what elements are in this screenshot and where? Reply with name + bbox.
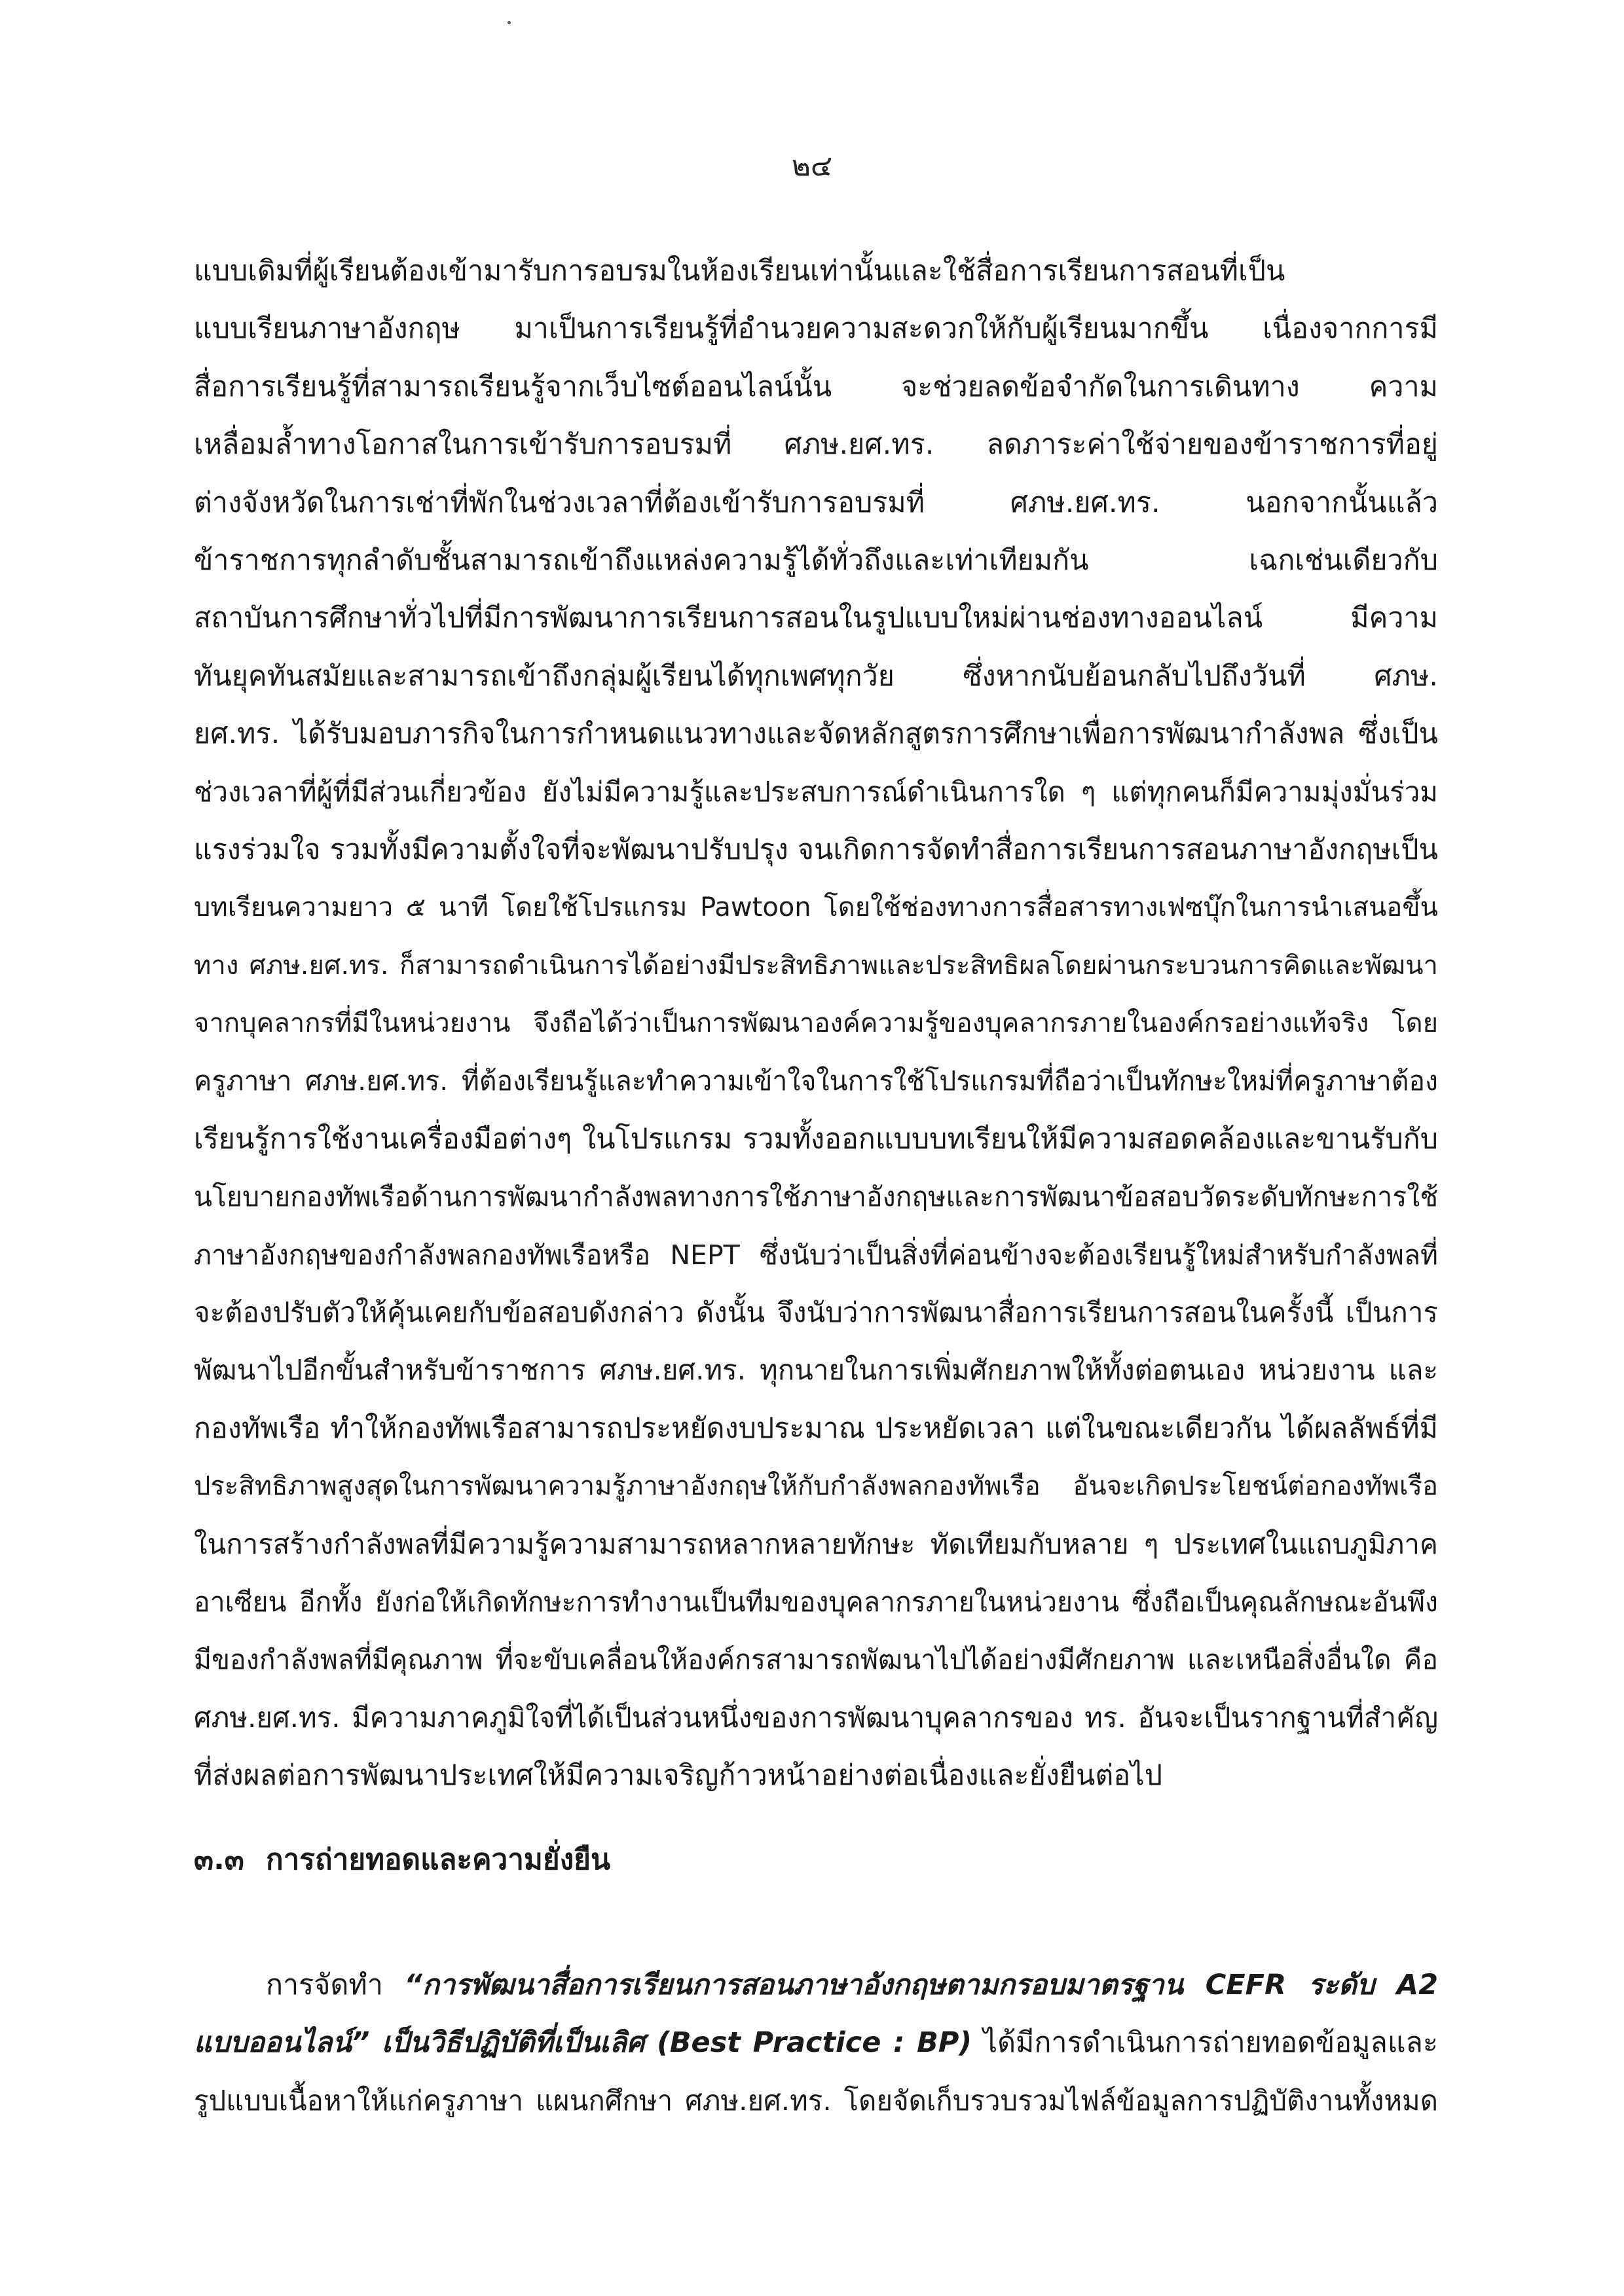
paragraph-1-line: มีของกำลังพลที่มีคุณภาพ ที่จะขับเคลื่อนให้องค์กรสามารถพัฒนาไปได้อย่างมีศักยภาพ และเหนือสิ่งอื่นใด คือ: [194, 1644, 1438, 1676]
section-heading: [194, 1836, 610, 1882]
section-title: การถ่ายทอดและความยั่งยืน: [266, 1843, 611, 1876]
paragraph-2-title-emphasis: “การพัฒนาสื่อการเรียนการสอนภาษาอังกฤษตามกรอบมาตรฐาน CEFR ระดับ A2: [404, 1969, 1439, 2001]
paragraph-1-line: ภาษาอังกฤษของกำลังพลกองทัพเรือหรือ NEPT ซึ่งนับว่าเป็นสิ่งที่ค่อนข้างจะต้องเรียนรู้ใหม่สำหรับกำลังพลที่: [194, 1239, 1438, 1271]
section-number: ๓.๓: [194, 1843, 244, 1876]
paragraph-1-line: จะต้องปรับตัวให้คุ้นเคยกับข้อสอบดังกล่าว ดังนั้น จึงนับว่าการพัฒนาสื่อการเรียนการสอนในครั้งนี้ เป็นการ: [194, 1296, 1438, 1329]
paragraph-2-line-2: [194, 2014, 1438, 2071]
paragraph-1-line: เรียนรู้การใช้งานเครื่องมือต่างๆ ในโปรแกรม รวมทั้งออกแบบบทเรียนให้มีความสอดคล้องและขานรับกับ: [194, 1122, 1438, 1156]
paragraph-1-line: ในการสร้างกำลังพลที่มีความรู้ความสามารถหลากหลายทักษะ ทัดเทียมกับหลาย ๆ ประเทศในแถบภูมิภาค: [194, 1527, 1438, 1560]
paragraph-1-line: ที่ส่งผลต่อการพัฒนาประเทศให้มีความเจริญก้าวหน้าอย่างต่อเนื่องและยั่งยืนต่อไป: [194, 1759, 1163, 1793]
paragraph-1-line: พัฒนาไปอีกขั้นสำหรับข้าราชการ ศภษ.ยศ.ทร. ทุกนายในการเพิ่มศักยภาพให้ทั้งต่อตนเอง หน่วยงาน และ: [194, 1354, 1438, 1387]
paragraph-2: [194, 1956, 1438, 2130]
paragraph-1-line: แบบเดิมที่ผู้เรียนต้องเข้ามารับการอบรมในห้องเรียนเท่านั้นและใช้สื่อการเรียนการสอนที่เป็น: [194, 255, 1285, 287]
paragraph-2-line-3: รูปแบบเนื้อหาให้แก่ครูภาษา แผนกศึกษา ศภษ.ยศ.ทร. โดยจัดเก็บรวบรวมไฟล์ข้อมูลการปฏิบัติงานทั้งหมด: [194, 2084, 1438, 2117]
paragraph-1-line: สถาบันการศึกษาทั่วไปที่มีการพัฒนาการเรียนการสอนในรูปแบบใหม่ผ่านช่องทางออนไลน์ มีความ: [194, 602, 1438, 635]
page-number: ๒๔: [791, 149, 833, 183]
paragraph-1-line: ศภษ.ยศ.ทร. มีความภาคภูมิใจที่ได้เป็นส่วนหนึ่งของการพัฒนาบุคลากรของ ทร. อันจะเป็นรากฐานที่สำคัญ: [194, 1701, 1438, 1734]
paragraph-1-line: ยศ.ทร. ได้รับมอบภารกิจในการกำหนดแนวทางและจัดหลักสูตรการศึกษาเพื่อการพัฒนากำลังพล ซึ่งเป็น: [194, 718, 1438, 751]
paragraph-2-title-emphasis-cont: แบบออนไลน์” เป็นวิธีปฏิบัติที่เป็นเลิศ (Best Practice : BP): [194, 2026, 972, 2060]
paragraph-2-line-2-rest: ได้มีการดำเนินการถ่ายทอดข้อมูลและ: [972, 2026, 1438, 2060]
paragraph-1-line: นโยบายกองทัพเรือด้านการพัฒนากำลังพลทางการใช้ภาษาอังกฤษและการพัฒนาข้อสอบวัดระดับทักษะการใช้: [194, 1181, 1439, 1213]
paragraph-1-line: ประสิทธิภาพสูงสุดในการพัฒนาความรู้ภาษาอังกฤษให้กับกำลังพลกองทัพเรือ อันจะเกิดประโยชน์ต่อกองทัพเรือ: [194, 1471, 1438, 1502]
paragraph-1-line: อาเซียน อีกทั้ง ยังก่อให้เกิดทักษะการทำงานเป็นทีมของบุคลากรภายในหน่วยงาน ซึ่งถือเป็นคุณลักษณะอันพึง: [194, 1586, 1438, 1618]
paragraph-1-line: ทันยุคทันสมัยและสามารถเข้าถึงกลุ่มผู้เรียนได้ทุกเพศทุกวัย ซึ่งหากนับย้อนกลับไปถึงวันที่ ศภษ.: [194, 659, 1438, 693]
paragraph-1-line: ต่างจังหวัดในการเช่าที่พักในช่วงเวลาที่ต้องเข้ารับการอบรมที่ ศภษ.ยศ.ทร. นอกจากนั้นแล้ว: [194, 486, 1438, 519]
paragraph-1-line: แบบเรียนภาษาอังกฤษ มาเป็นการเรียนรู้ที่อำนวยความสะดวกให้กับผู้เรียนมากขึ้น เนื่องจากการมี: [194, 312, 1438, 346]
paragraph-1-line: เหลื่อมล้ำทางโอกาสในการเข้ารับการอบรมที่ ศภษ.ยศ.ทร. ลดภาระค่าใช้จ่ายของข้าราชการที่อยู่: [194, 428, 1438, 462]
paragraph-1-line: ช่วงเวลาที่ผู้ที่มีส่วนเกี่ยวข้อง ยังไม่มีความรู้และประสบการณ์ดำเนินการใด ๆ แต่ทุกคนก็มีความมุ่งมั่นร่วม: [194, 775, 1438, 808]
paragraph-1-line: บทเรียนความยาว ๕ นาที โดยใช้โปรแกรม Pawtoon โดยใช้ช่องทางการสื่อสารทางเฟซบุ๊กในการนำเสนอขึ้น: [194, 892, 1438, 923]
paragraph-1-line: ข้าราชการทุกลำดับชั้นสามารถเข้าถึงแหล่งความรู้ได้ทั่วถึงและเท่าเทียมกัน เฉกเช่นเดียวกับ: [194, 543, 1438, 577]
paragraph-2-prefix: การจัดทำ: [266, 1969, 405, 2001]
paragraph-1: [194, 242, 1438, 1805]
paragraph-1-line: ทาง ศภษ.ยศ.ทร. ก็สามารถดำเนินการได้อย่างมีประสิทธิภาพและประสิทธิผลโดยผ่านกระบวนการคิดและพัฒนา: [194, 950, 1438, 981]
paragraph-1-line: จากบุคลากรที่มีในหน่วยงาน จึงถือได้ว่าเป็นการพัฒนาองค์ความรู้ของบุคลากรภายในองค์กรอย่างแท้จริง โดย: [194, 1008, 1438, 1039]
scan-speck: [507, 21, 511, 24]
paragraph-1-line: ครูภาษา ศภษ.ยศ.ทร. ที่ต้องเรียนรู้และทำความเข้าใจในการใช้โปรแกรมที่ถือว่าเป็นทักษะใหม่ที่ครูภาษาต้อง: [194, 1065, 1438, 1097]
paragraph-1-line: กองทัพเรือ ทำให้กองทัพเรือสามารถประหยัดงบประมาณ ประหยัดเวลา แต่ในขณะเดียวกัน ได้ผลลัพธ์ที่มี: [194, 1412, 1438, 1445]
paragraph-2-line-1: [194, 1956, 1438, 2014]
paragraph-1-line: แรงร่วมใจ รวมทั้งมีความตั้งใจที่จะพัฒนาปรับปรุง จนเกิดการจัดทำสื่อการเรียนการสอนภาษาอังกฤษเป็น: [194, 833, 1438, 866]
paragraph-1-line: สื่อการเรียนรู้ที่สามารถเรียนรู้จากเว็บไซต์ออนไลน์นั้น จะช่วยลดข้อจำกัดในการเดินทาง ความ: [194, 370, 1438, 403]
